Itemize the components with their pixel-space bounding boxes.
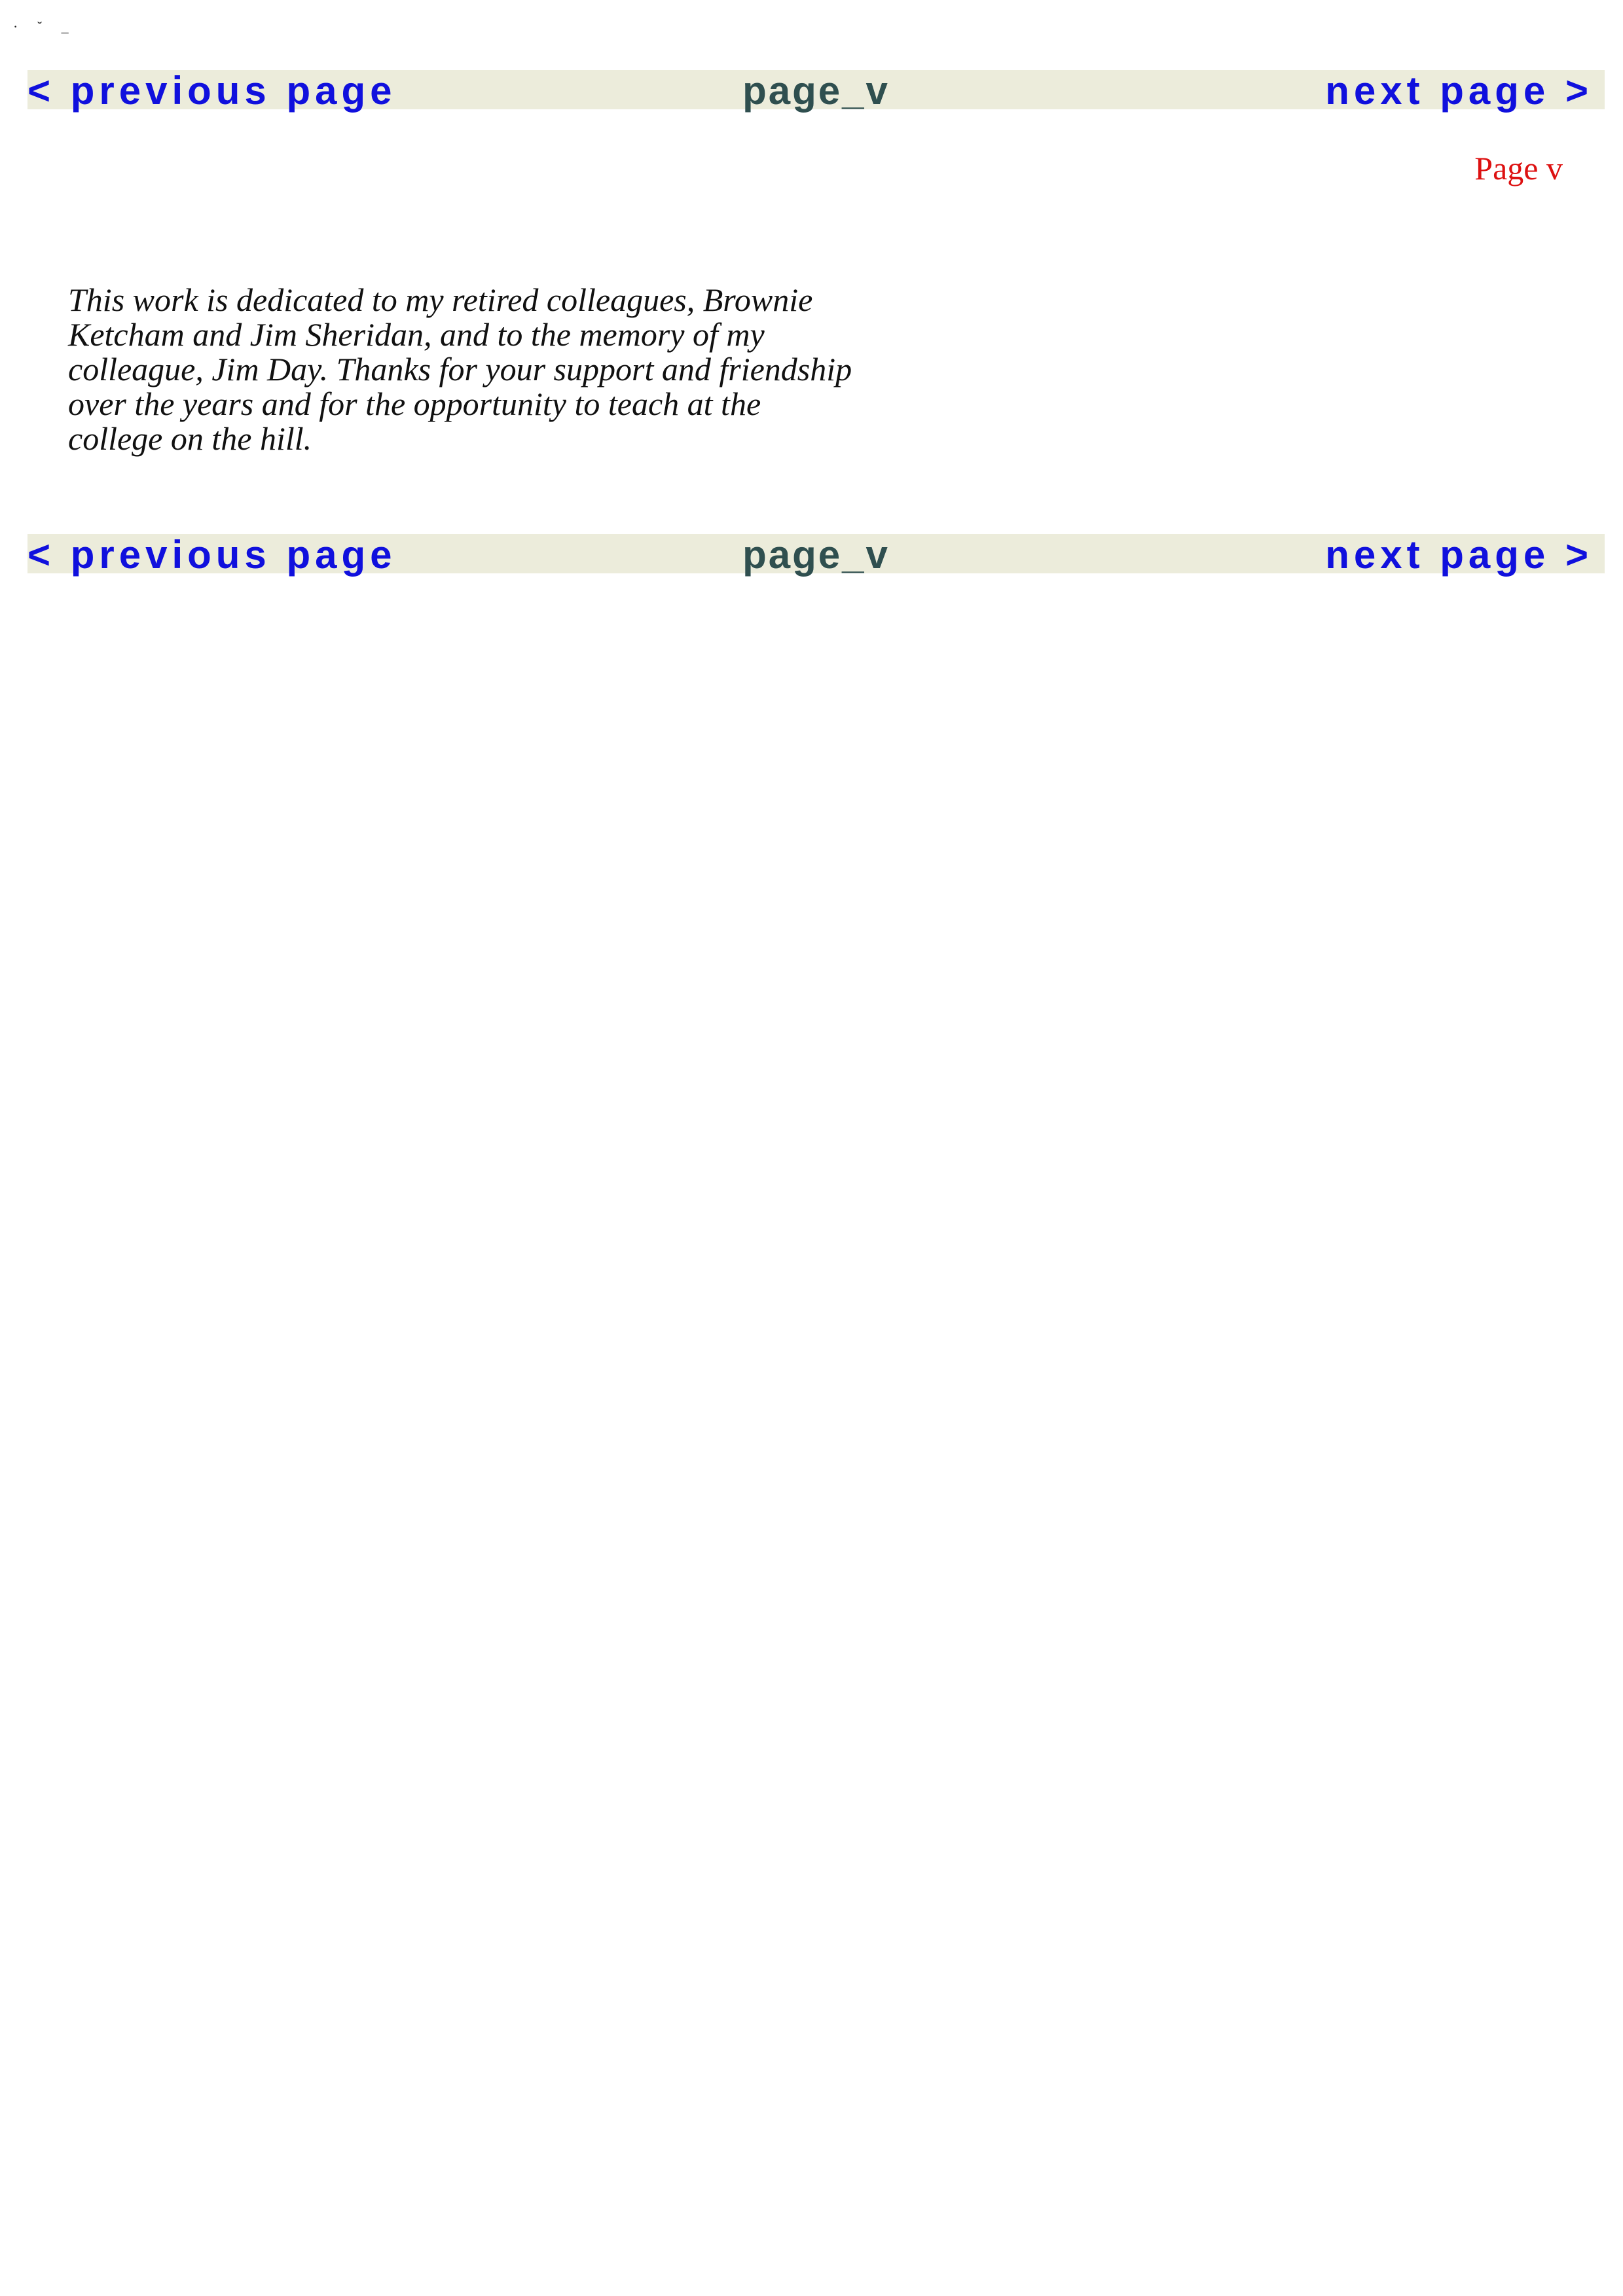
dedication-line: Ketcham and Jim Sheridan, and to the memory of my	[68, 316, 765, 353]
next-page-link[interactable]: next page >	[1325, 533, 1593, 577]
dedication-line: colleague, Jim Day. Thanks for your support and friendship	[68, 351, 852, 387]
next-page-link[interactable]: next page >	[1325, 69, 1593, 113]
nav-page-title: page_v	[742, 69, 890, 113]
dedication-line: This work is dedicated to my retired colleagues, Brownie	[68, 281, 813, 318]
dedication-text	[68, 283, 893, 456]
page-number-marker: Page v	[1474, 150, 1563, 187]
dedication-line: over the years and for the opportunity to teach at the	[68, 386, 761, 422]
header-mark: · ˘ _	[13, 18, 77, 35]
previous-page-link[interactable]: < previous page	[27, 69, 397, 113]
dedication-line: college on the hill.	[68, 420, 312, 457]
nav-page-title: page_v	[742, 533, 890, 577]
previous-page-link[interactable]: < previous page	[27, 533, 397, 577]
top-navigation-bar	[27, 69, 1605, 113]
bottom-navigation-bar	[27, 533, 1605, 577]
